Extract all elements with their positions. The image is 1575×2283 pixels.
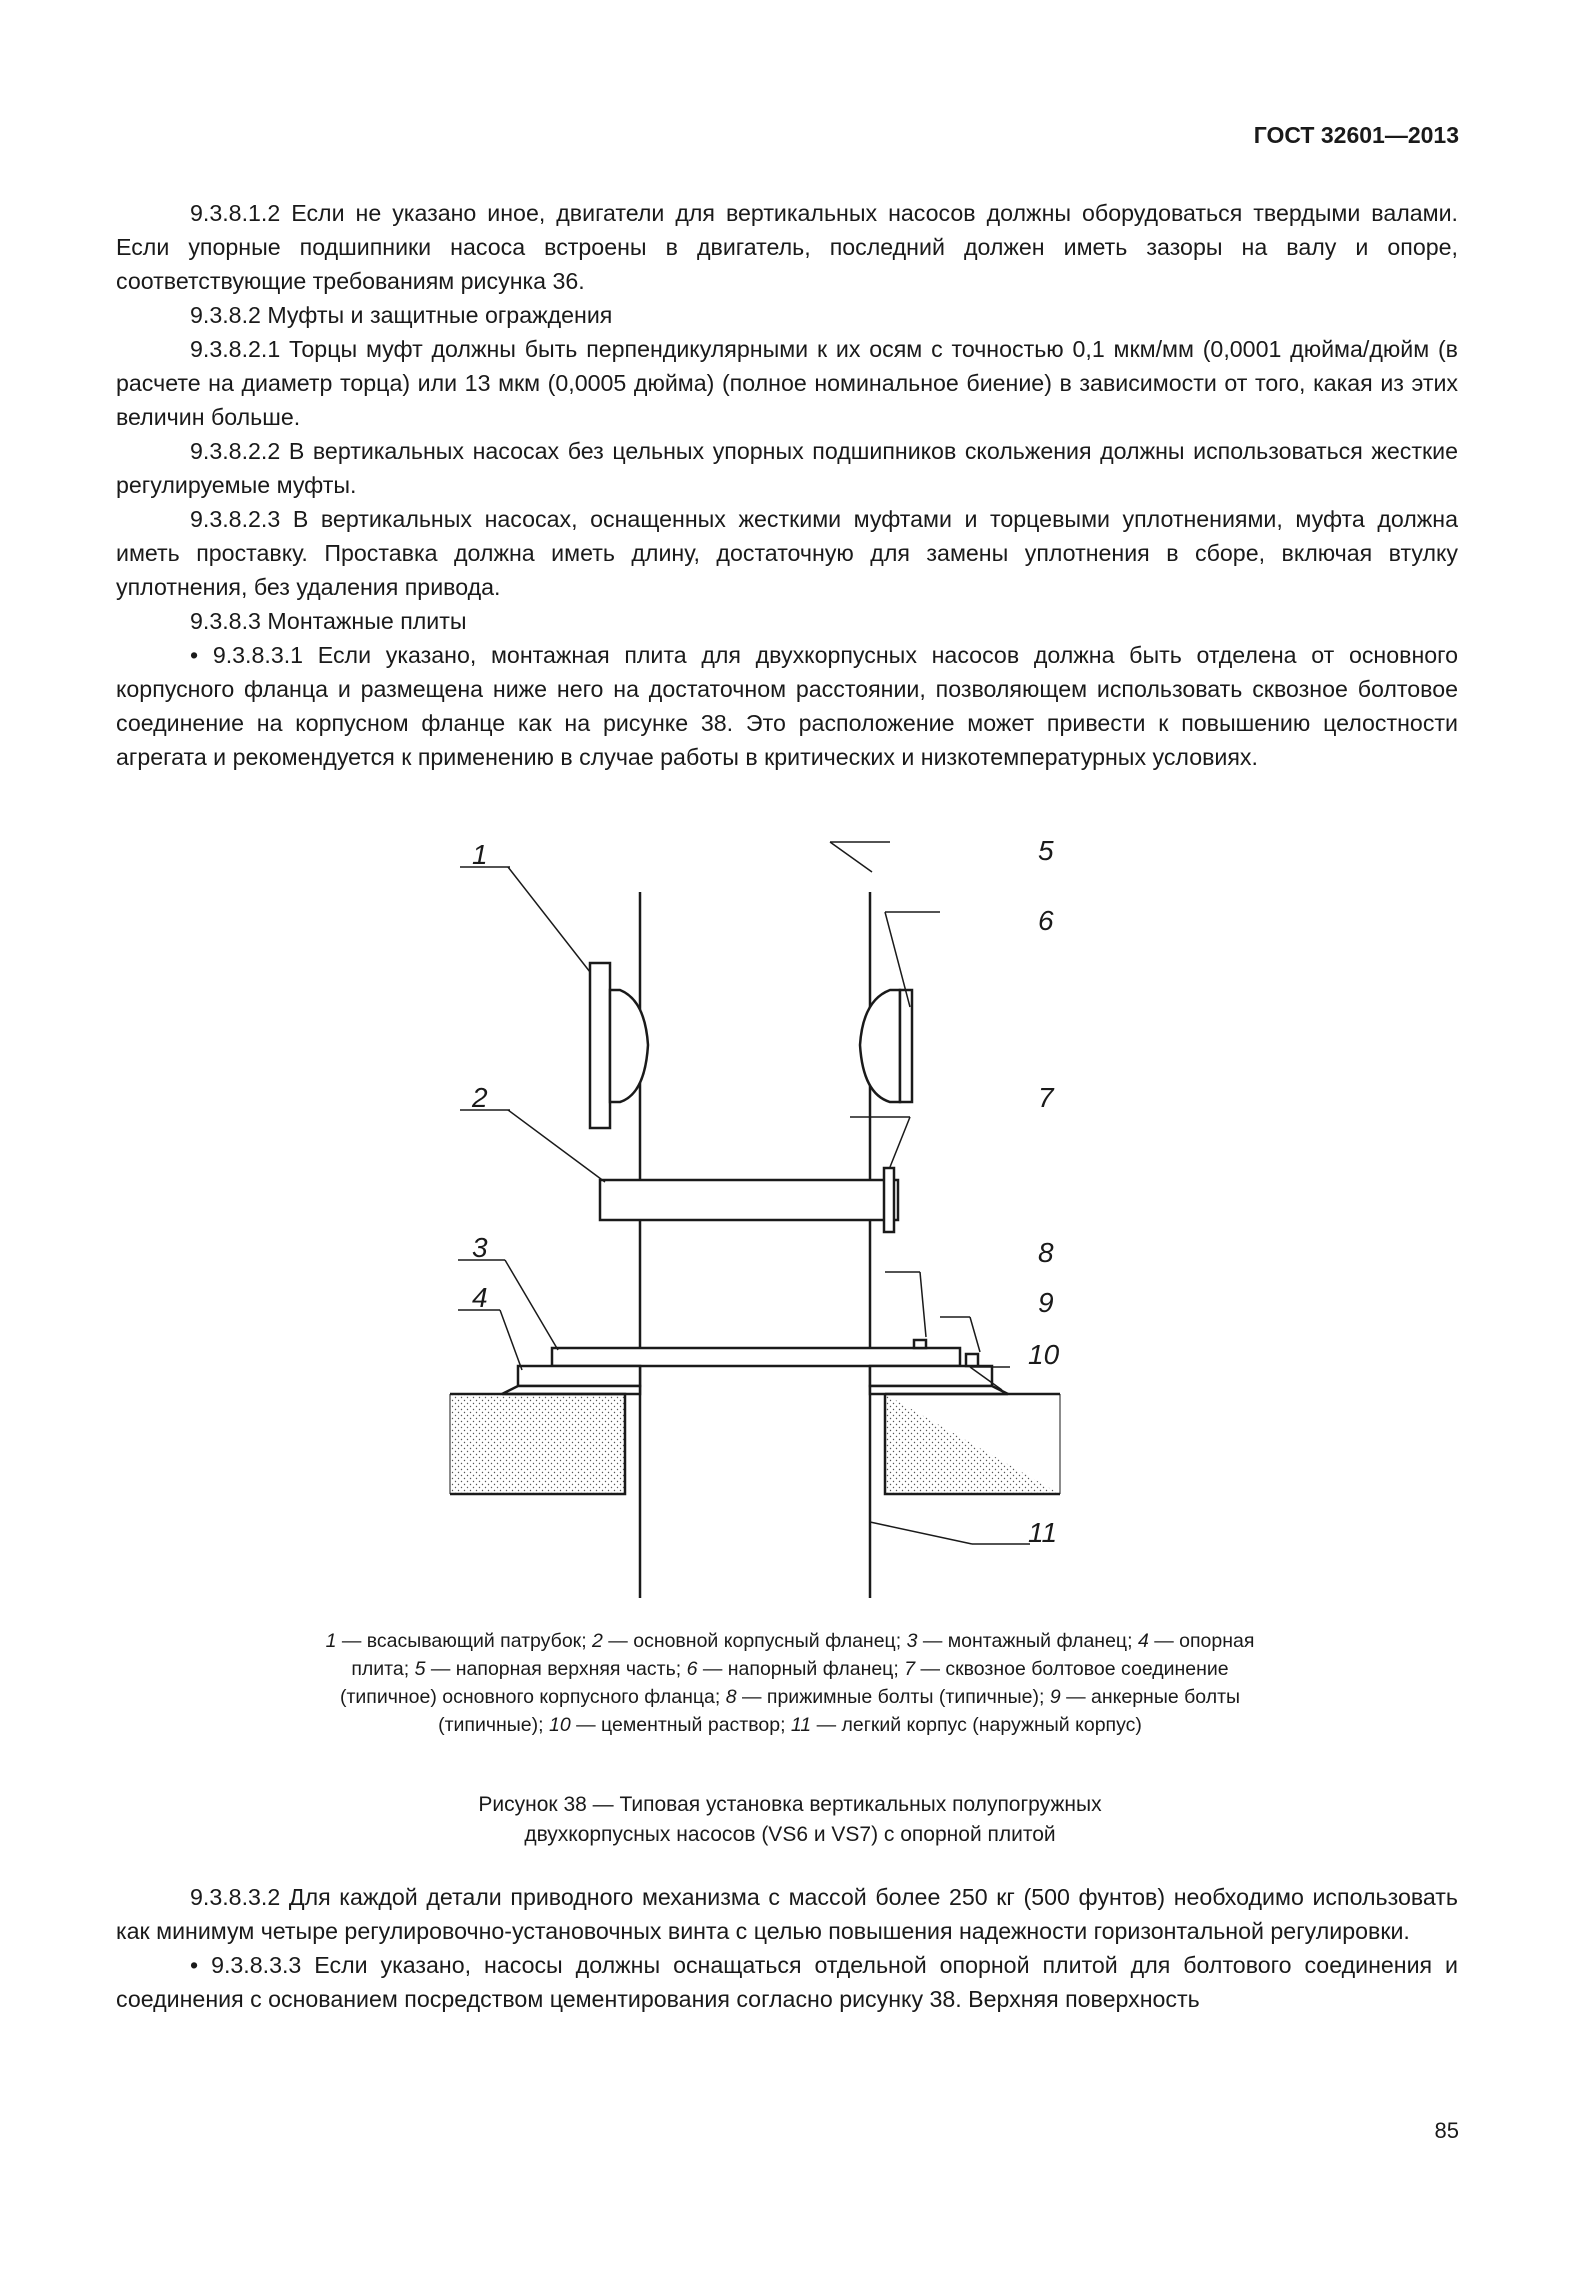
discharge-nozzle [860,990,900,1102]
foundation-left [450,1394,625,1494]
suction-nozzle [610,990,648,1102]
paragraph-9-3-8-2-2: 9.3.8.2.2 В вертикальных насосах без цельных упорных подшипников скольжения должны использоваться жесткие регулируемые муфты. [116,438,1458,498]
caption-line-2: двухкорпусных насосов (VS6 и VS7) с опорной плитой [524,1823,1056,1846]
paragraph-9-3-8-2-3: 9.3.8.2.3 В вертикальных насосах, оснащенных жесткими муфтами и торцевыми уплотнениями, муфта должна иметь проставку. Проставка должна иметь длину, достаточную для замены уплотнения в сборе, включая втулку уплотнения, без удаления привода. [116,506,1458,600]
legend-num: 7 [904,1658,916,1680]
label-11: 11 [1028,1517,1058,1548]
legend-text: — сквозное болтовое соединение (типичное) основного корпусного фланца; [339,1658,1229,1708]
body-text-bottom [116,1880,1458,2016]
label-7: 7 [1038,1082,1054,1113]
label-6: 6 [1038,905,1054,936]
legend-num: 5 [414,1658,426,1680]
legend-num: 6 [686,1658,698,1680]
label-4: 4 [472,1282,488,1313]
pump-installation-diagram [430,832,1130,1612]
legend-num: 4 [1137,1630,1149,1652]
suction-flange [590,963,610,1128]
legend-num: 2 [592,1630,603,1652]
legend-text: — легкий корпус (наружный корпус) [811,1714,1142,1736]
label-2: 2 [472,1082,488,1113]
legend-num: 8 [725,1686,737,1708]
legend-text: — напорный фланец; [697,1658,905,1680]
mounting-flange [552,1348,960,1366]
legend-text: — основной корпусный фланец; [602,1630,907,1652]
legend-text: — анкерные болты (типичные); [438,1686,1241,1736]
main-casing-flange [600,1180,898,1220]
legend-num: 11 [790,1714,812,1736]
paragraph-9-3-8-3-3: • 9.3.8.3.3 Если указано, насосы должны оснащаться отдельной опорной плитой для болтового соединения и соединения с основанием посредством цементирования согласно рисунку 38. Верхняя поверхность [116,1952,1458,2012]
legend-text: — монтажный фланец; [917,1630,1138,1652]
paragraph-9-3-8-3-1: • 9.3.8.3.1 Если указано, монтажная плита для двухкорпусных насосов должна быть отделена от основного корпусного фланца и размещена ниже него на достаточном расстоянии, позволяющем использовать сквозное болтовое соединение на корпусном фланце как на рисунке 38. Это расположение может привести к повышению целостности агрегата и рекомендуется к применению в случае работы в критических и низкотемпературных условиях. [116,642,1458,770]
legend-num: 3 [906,1630,918,1652]
figure-caption [310,1790,1270,1850]
figure-legend [310,1627,1270,1739]
anchor-bolt [966,1354,978,1366]
label-10: 10 [1028,1339,1060,1370]
legend-num: 9 [1049,1686,1061,1708]
paragraph-9-3-8-3-2: 9.3.8.3.2 Для каждой детали приводного механизма с массой более 250 кг (500 фунтов) необходимо использовать как минимум четыре регулировочно-установочных винта с целью повышения надежности горизонтальной регулировки. [116,1884,1458,1944]
label-1: 1 [472,839,488,870]
legend-text: — прижимные болты (типичные); [736,1686,1050,1708]
page-number: 85 [1434,2118,1459,2143]
legend-text: — напорная верхняя часть; [425,1658,687,1680]
hold-down-bolt [914,1340,926,1348]
legend-text: — опорная плита; [351,1630,1255,1680]
label-8: 8 [1038,1237,1054,1268]
caption-line-1: Рисунок 38 — Типовая установка вертикальных полупогружных [478,1793,1102,1816]
paragraph-9-3-8-3: 9.3.8.3 Монтажные плиты [190,608,467,634]
document-header: ГОСТ 32601—2013 [1253,122,1459,148]
label-5: 5 [1038,835,1054,866]
through-bolt [884,1168,894,1232]
label-3: 3 [472,1232,488,1263]
sole-plate-left [518,1366,640,1386]
legend-num: 10 [548,1714,571,1736]
figure-38 [430,832,1130,1612]
label-9: 9 [1038,1287,1054,1318]
foundation-right [885,1394,1060,1494]
legend-num: 1 [325,1630,337,1652]
legend-text: — цементный раствор; [570,1714,791,1736]
legend-text: — всасывающий патрубок; [336,1630,593,1652]
paragraph-9-3-8-1-2: 9.3.8.1.2 Если не указано иное, двигатели для вертикальных насосов должны оборудоваться твердыми валами. Если упорные подшипники насоса встроены в двигатель, последний должен иметь зазоры на валу и опоре, соответствующие требованиям рисунка 36. [116,200,1458,294]
paragraph-9-3-8-2: 9.3.8.2 Муфты и защитные ограждения [190,302,613,328]
paragraph-9-3-8-2-1: 9.3.8.2.1 Торцы муфт должны быть перпендикулярными к их осям с точностью 0,1 мкм/мм (0,0001 дюйма/дюйм (в расчете на диаметр торца) или 13 мкм (0,0005 дюйма) (полное номинальное биение) в зависимости от того, какая из этих величин больше. [116,336,1458,430]
body-text-top [116,196,1458,774]
